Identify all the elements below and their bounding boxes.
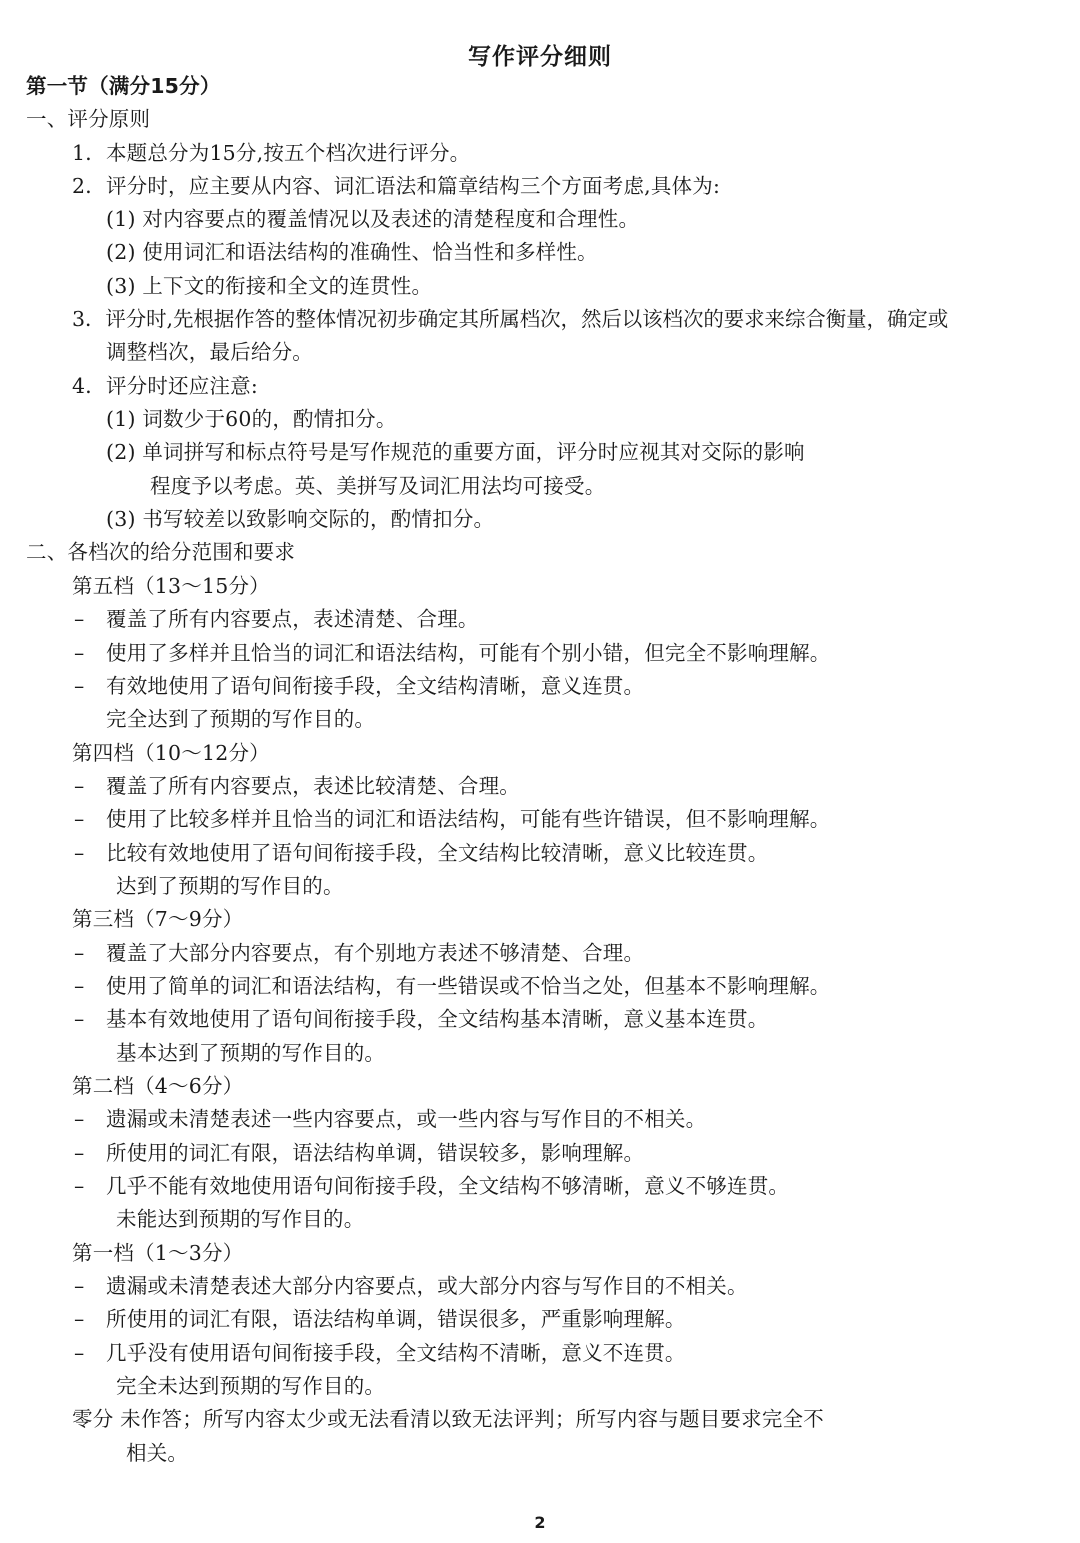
principle-3-line-2: 调整档次，最后给分。	[106, 340, 313, 364]
grade-4-item-3: 比较有效地使用了语句间衔接手段，全文结构比较清晰，意义比较连贯。	[106, 841, 769, 865]
dash-bullet: –	[74, 641, 85, 665]
dash-bullet: –	[74, 841, 85, 865]
page-number: 2	[534, 1513, 546, 1532]
dash-bullet: –	[74, 674, 85, 698]
grade-3-item-3: 基本有效地使用了语句间衔接手段，全文结构基本清晰，意义基本连贯。	[106, 1007, 769, 1031]
grade-5-label: 第五档（13～15分）	[72, 574, 270, 598]
grade-2-item-3: 几乎不能有效地使用语句间衔接手段，全文结构不够清晰，意义不够连贯。	[106, 1174, 790, 1198]
principles-heading: 一、评分原则	[26, 107, 151, 131]
dash-bullet: –	[74, 1141, 85, 1165]
dash-bullet: –	[74, 807, 85, 831]
principle-4-sub-2-line-2: 程度予以考虑。英、美拼写及词汇用法均可接受。	[150, 474, 606, 498]
dash-bullet: –	[74, 607, 85, 631]
grade-1-item-2: 所使用的词汇有限，语法结构单调，错误很多，严重影响理解。	[106, 1307, 686, 1331]
principle-3-line-1: 3．评分时,先根据作答的整体情况初步确定其所属档次，然后以该档次的要求来综合衡量，确定或	[72, 307, 949, 331]
dash-bullet: –	[74, 1174, 85, 1198]
grade-3-summary: 基本达到了预期的写作目的。	[116, 1041, 386, 1065]
page-title: 写作评分细则	[468, 44, 612, 70]
grade-3-item-1: 覆盖了大部分内容要点，有个别地方表述不够清楚、合理。	[106, 941, 645, 965]
zero-score-line-1: 零分 未作答；所写内容太少或无法看清以致无法评判；所写内容与题目要求完全不	[72, 1407, 824, 1431]
grade-1-item-1: 遗漏或未清楚表述大部分内容要点，或大部分内容与写作目的不相关。	[106, 1274, 748, 1298]
dash-bullet: –	[74, 1107, 85, 1131]
grade-4-summary: 达到了预期的写作目的。	[116, 874, 344, 898]
grade-4-item-1: 覆盖了所有内容要点，表述比较清楚、合理。	[106, 774, 520, 798]
grade-3-label: 第三档（7～9分）	[72, 907, 244, 931]
grade-4-label: 第四档（10～12分）	[72, 741, 270, 765]
principle-2-sub-3: (3) 上下文的衔接和全文的连贯性。	[106, 274, 433, 298]
grade-5-item-2: 使用了多样并且恰当的词汇和语法结构，可能有个别小错，但完全不影响理解。	[106, 641, 831, 665]
grade-1-item-3: 几乎没有使用语句间衔接手段，全文结构不清晰，意义不连贯。	[106, 1341, 686, 1365]
principle-2-sub-1: (1) 对内容要点的覆盖情况以及表述的清楚程度和合理性。	[106, 207, 640, 231]
grade-5-item-1: 覆盖了所有内容要点，表述清楚、合理。	[106, 607, 479, 631]
grade-2-item-2: 所使用的词汇有限，语法结构单调，错误较多，影响理解。	[106, 1141, 645, 1165]
dash-bullet: –	[74, 774, 85, 798]
principle-2-sub-2: (2) 使用词汇和语法结构的准确性、恰当性和多样性。	[106, 240, 598, 264]
grade-5-summary: 完全达到了预期的写作目的。	[106, 707, 376, 731]
principle-4-sub-1: (1) 词数少于60的，酌情扣分。	[106, 407, 397, 431]
grades-heading: 二、各档次的给分范围和要求	[26, 540, 296, 564]
principle-2: 2．评分时，应主要从内容、词汇语法和篇章结构三个方面考虑,具体为:	[72, 174, 721, 198]
grade-1-summary: 完全未达到预期的写作目的。	[116, 1374, 386, 1398]
dash-bullet: –	[74, 974, 85, 998]
dash-bullet: –	[74, 941, 85, 965]
principle-4: 4．评分时还应注意:	[72, 374, 258, 398]
dash-bullet: –	[74, 1007, 85, 1031]
grade-2-label: 第二档（4～6分）	[72, 1074, 244, 1098]
grade-2-summary: 未能达到预期的写作目的。	[116, 1207, 365, 1231]
principle-1: 1．本题总分为15分,按五个档次进行评分。	[72, 141, 471, 165]
section-heading: 第一节（满分15分）	[26, 74, 221, 98]
grade-4-item-2: 使用了比较多样并且恰当的词汇和语法结构，可能有些许错误，但不影响理解。	[106, 807, 831, 831]
grade-5-item-3: 有效地使用了语句间衔接手段，全文结构清晰，意义连贯。	[106, 674, 645, 698]
grade-1-label: 第一档（1～3分）	[72, 1241, 244, 1265]
dash-bullet: –	[74, 1341, 85, 1365]
principle-4-sub-3: (3) 书写较差以致影响交际的，酌情扣分。	[106, 507, 495, 531]
grade-2-item-1: 遗漏或未清楚表述一些内容要点，或一些内容与写作目的不相关。	[106, 1107, 707, 1131]
principle-4-sub-2-line-1: (2) 单词拼写和标点符号是写作规范的重要方面，评分时应视其对交际的影响	[106, 440, 805, 464]
dash-bullet: –	[74, 1274, 85, 1298]
zero-score-line-2: 相关。	[126, 1441, 189, 1465]
dash-bullet: –	[74, 1307, 85, 1331]
grade-3-item-2: 使用了简单的词汇和语法结构，有一些错误或不恰当之处，但基本不影响理解。	[106, 974, 831, 998]
